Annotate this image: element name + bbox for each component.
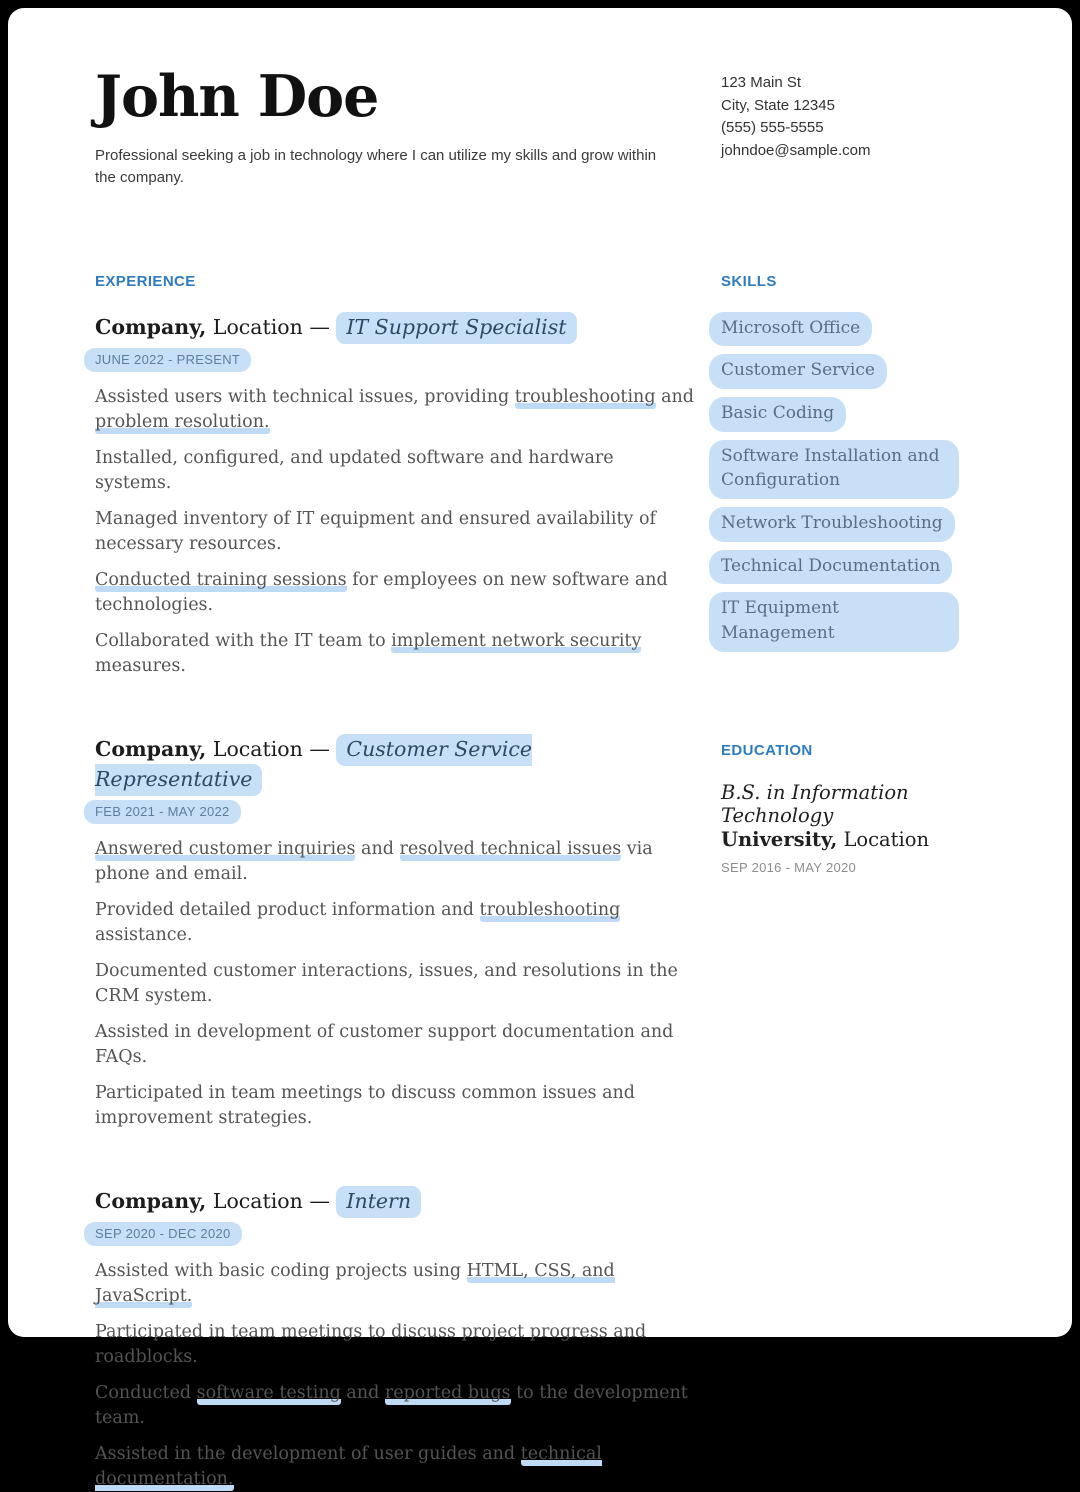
job-bullet <box>95 1259 695 1309</box>
bullet-text: Assisted with basic coding projects using <box>95 1261 467 1282</box>
bullet-text: Documented customer interactions, issues, and resolutions in the CRM system. <box>95 961 678 1007</box>
job-bullet <box>95 898 695 948</box>
bullet-text: Collaborated with the IT team to <box>95 630 392 651</box>
company-name: Company, <box>95 736 207 761</box>
bullet-text: Provided detailed product information and <box>95 900 480 921</box>
skill-pill: Microsoft Office <box>709 312 872 347</box>
company-name: Company, <box>95 1189 207 1214</box>
summary-text: Professional seeking a job in technology where I can utilize my skills and grow within the company. <box>95 146 657 186</box>
skills-heading: SKILLS <box>721 272 777 290</box>
skill-pill: IT Equipment Management <box>709 592 959 651</box>
bullet-text: Participated in team meetings to discuss project progress and roadblocks. <box>95 1322 647 1368</box>
job-bullet <box>95 507 695 557</box>
bullet-text: and <box>655 386 695 407</box>
degree-name: B.S. in Information Technology <box>721 780 909 828</box>
dash-separator: — <box>309 736 330 761</box>
company-location: Location <box>212 1189 303 1214</box>
school-bold: University, <box>721 828 838 852</box>
highlighted-phrase: implement network security <box>391 630 642 651</box>
skill-pill: Customer Service <box>709 354 887 389</box>
job-bullet <box>95 959 695 1009</box>
job-entry <box>95 1186 695 1492</box>
bullet-text: and <box>355 839 400 860</box>
highlighted-phrase: troubleshooting <box>479 900 621 921</box>
bullet-text: via phone and email. <box>95 839 653 885</box>
contact-block <box>721 66 993 189</box>
highlighted-phrase: problem resolution. <box>95 411 270 432</box>
bullet-text: Participated in team meetings to discuss common issues and improvement strategies. <box>95 1083 636 1129</box>
job-role-highlight: IT Support Specialist <box>336 312 576 344</box>
job-bullet <box>95 385 695 435</box>
header-block <box>95 63 695 189</box>
education-heading: EDUCATION <box>721 741 813 759</box>
bullet-text: measures. <box>95 655 186 676</box>
job-bullet <box>95 1381 695 1431</box>
bullet-text: Installed, configured, and updated software and hardware systems. <box>95 447 614 493</box>
job-dates-highlight: FEB 2021 - MAY 2022 <box>84 800 241 824</box>
skill-pill: Basic Coding <box>709 397 846 432</box>
job-bullet <box>95 446 695 496</box>
contact-line: City, State 12345 <box>721 96 835 114</box>
company-location: Location <box>212 736 303 761</box>
bullet-text: to the development team. <box>95 1383 688 1429</box>
bullet-text: and <box>340 1383 385 1404</box>
highlighted-phrase: HTML, CSS, and JavaScript. <box>95 1261 615 1307</box>
bullet-text: Assisted users with technical issues, providing <box>95 386 515 407</box>
highlighted-phrase: technical documentation. <box>95 1444 602 1490</box>
bullet-text: for employees on new software and technologies. <box>95 569 668 615</box>
job-bullets <box>95 385 695 679</box>
highlighted-phrase: Answered customer inquiries <box>95 839 356 860</box>
school-location: Location <box>837 828 930 852</box>
sidebar <box>721 273 993 1492</box>
job-entry <box>95 312 695 679</box>
highlighted-phrase: software testing <box>196 1383 341 1404</box>
dash-separator: — <box>309 1189 330 1214</box>
job-bullet <box>95 837 695 887</box>
highlighted-phrase: reported bugs <box>384 1383 511 1404</box>
job-bullet <box>95 1442 695 1492</box>
job-role-highlight: Intern <box>336 1186 421 1218</box>
job-dates-highlight: JUNE 2022 - PRESENT <box>84 348 251 372</box>
job-title-line <box>95 734 695 796</box>
highlighted-phrase: troubleshooting <box>514 386 656 407</box>
job-list <box>95 312 695 1492</box>
job-bullet <box>95 629 695 679</box>
job-dates-highlight: SEP 2020 - DEC 2020 <box>84 1222 242 1246</box>
bullet-text: Managed inventory of IT equipment and ensured availability of necessary resources. <box>95 508 657 554</box>
skill-pill: Software Installation and Configuration <box>709 440 959 499</box>
resume-page <box>8 8 1072 1490</box>
job-title-line <box>95 1186 695 1217</box>
contact-line: (555) 555-5555 <box>721 119 824 136</box>
job-bullet <box>95 568 695 618</box>
job-entry <box>95 734 695 1132</box>
education-entry <box>721 781 993 876</box>
company-name: Company, <box>95 314 207 339</box>
contact-line: johndoe@sample.com <box>721 141 871 159</box>
job-bullets <box>95 837 695 1131</box>
skill-pill: Network Troubleshooting <box>709 507 955 542</box>
job-bullet <box>95 1081 695 1131</box>
skill-pill: Technical Documentation <box>709 550 952 585</box>
bullet-text: Conducted <box>95 1383 197 1404</box>
experience-section <box>95 273 695 1492</box>
job-bullets <box>95 1259 695 1492</box>
company-location: Location <box>212 314 303 339</box>
job-title-line <box>95 312 695 343</box>
person-name: John Doe <box>95 63 379 130</box>
highlighted-phrase: resolved technical issues <box>399 839 622 860</box>
bullet-text: Assisted in the development of user guides and <box>95 1444 521 1465</box>
skill-list <box>721 312 993 652</box>
school-name <box>721 828 993 852</box>
job-bullet <box>95 1320 695 1370</box>
dash-separator: — <box>309 314 330 339</box>
experience-heading: EXPERIENCE <box>95 272 196 290</box>
education-dates: SEP 2016 - MAY 2020 <box>721 860 857 876</box>
highlighted-phrase: Conducted training sessions <box>95 569 347 590</box>
contact-line: 123 Main St <box>721 74 802 91</box>
job-bullet <box>95 1020 695 1070</box>
bullet-text: assistance. <box>95 925 193 946</box>
job-role-highlight: Customer Service Representative <box>95 734 532 797</box>
bullet-text: Assisted in development of customer support documentation and FAQs. <box>95 1022 674 1068</box>
